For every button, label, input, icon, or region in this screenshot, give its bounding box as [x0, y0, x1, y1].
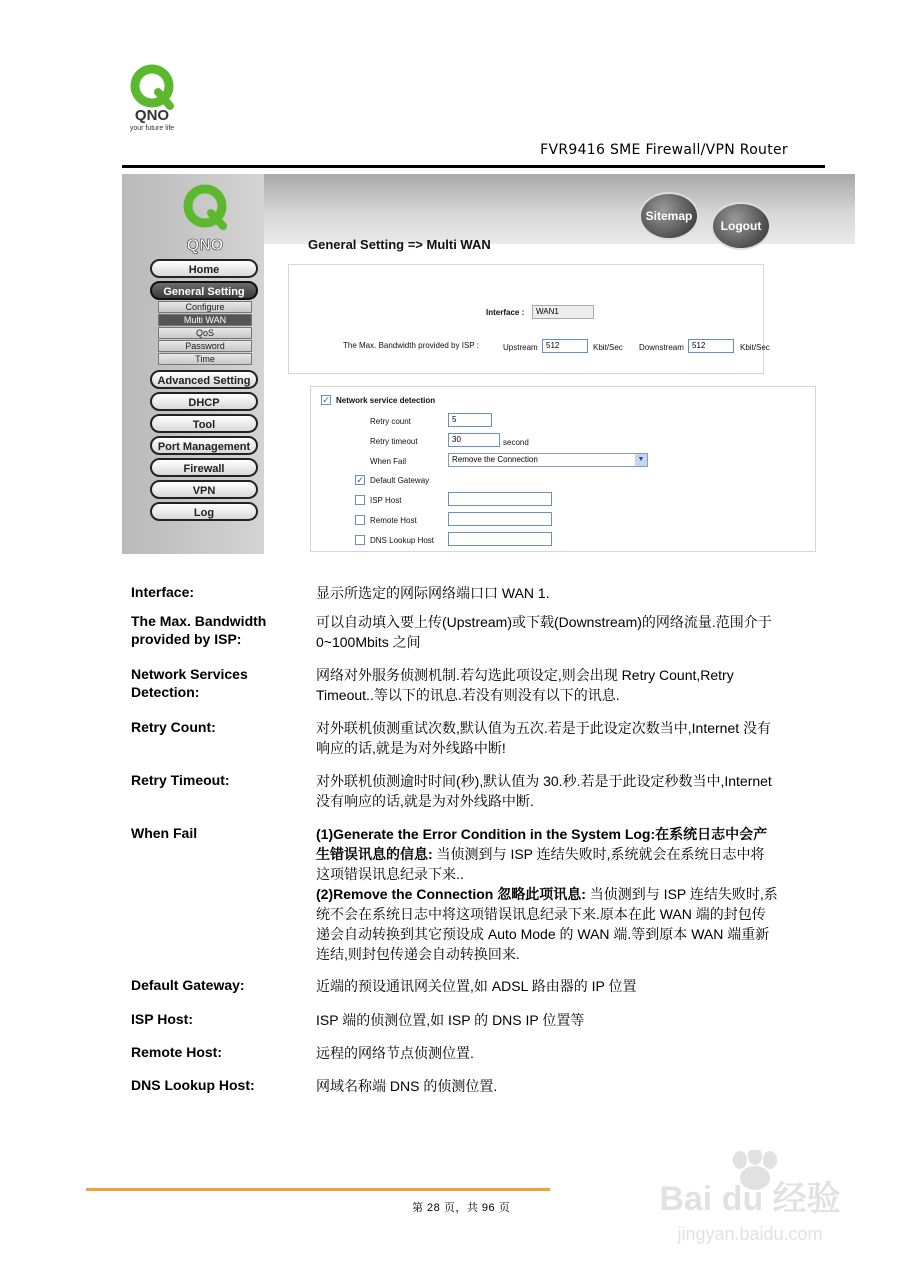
subnav-multi-wan[interactable]: Multi WAN — [158, 314, 252, 326]
term-bandwidth: The Max. Bandwidth provided by ISP: — [131, 613, 267, 647]
term-retry-count: Retry Count: — [131, 719, 216, 735]
upstream-unit: Kbit/Sec — [593, 343, 623, 352]
subnav-qos[interactable]: QoS — [158, 327, 252, 339]
nav-advanced-setting[interactable]: Advanced Setting — [150, 370, 258, 389]
default-gateway-label: Default Gateway — [370, 476, 430, 485]
isp-host-checkbox[interactable] — [355, 495, 365, 505]
term-retry-timeout: Retry Timeout: — [131, 772, 230, 788]
nav-log[interactable]: Log — [150, 502, 258, 521]
when-fail-option-1-title: (1)Generate the Error Condition in the System Log:在系统日志中会产生错误讯息的信息: — [316, 826, 768, 862]
term-default-gateway: Default Gateway: — [131, 977, 245, 993]
nav-home[interactable]: Home — [150, 259, 258, 278]
nsd-label: Network service detection — [336, 396, 436, 405]
upstream-input[interactable]: 512 — [542, 339, 588, 353]
page-number: 第 28 页，共 96 页 — [412, 1202, 511, 1214]
subnav-time[interactable]: Time — [158, 353, 252, 365]
when-fail-value: Remove the Connection — [452, 455, 538, 464]
isp-host-input[interactable] — [448, 492, 552, 506]
term-when-fail: When Fail — [131, 825, 198, 841]
interface-field: WAN1 — [532, 305, 594, 319]
nav-general-setting[interactable]: General Setting — [150, 281, 258, 300]
subnav-password[interactable]: Password — [158, 340, 252, 352]
nav-firewall[interactable]: Firewall — [150, 458, 258, 477]
downstream-unit: Kbit/Sec — [740, 343, 770, 352]
baidu-watermark — [640, 1150, 860, 1250]
upstream-label: Upstream — [503, 343, 538, 352]
sitemap-button[interactable]: Sitemap — [639, 192, 699, 240]
detection-box — [310, 386, 816, 552]
desc-dns-lookup-host: 网域名称端 DNS 的侦测位置. — [316, 1078, 498, 1094]
logo-word: QNO — [134, 107, 170, 124]
router-ui-screenshot — [122, 174, 855, 554]
watermark-url: jingyan.baidu.com — [677, 1224, 823, 1244]
desc-retry-timeout: 对外联机侦测逾时时间(秒),默认值为 30.秒.若是于此设定秒数当中,Internet 没有响应的话,就是为对外线路中断. — [316, 773, 772, 809]
desc-when-fail — [316, 824, 778, 964]
term-network-services-detection: Network Services Detection: — [131, 666, 248, 700]
remote-host-input[interactable] — [448, 512, 552, 526]
downstream-input[interactable]: 512 — [688, 339, 734, 353]
footer-rule — [86, 1188, 550, 1191]
chevron-down-icon[interactable]: ▼ — [635, 454, 647, 466]
nav-port-management[interactable]: Port Management — [150, 436, 258, 455]
desc-default-gateway: 近端的预设通讯网关位置,如 ADSL 路由器的 IP 位置 — [316, 978, 637, 994]
retry-count-label: Retry count — [370, 417, 411, 426]
nav-dhcp[interactable]: DHCP — [150, 392, 258, 411]
default-gateway-checkbox[interactable]: ✓ — [356, 475, 364, 485]
when-fail-label: When Fail — [370, 457, 407, 466]
when-fail-option-2-text: 当侦测到与 ISP 连结失败时,系统不会在系统日志中将这项错误讯息纪录下来.原本在此 WAN 端的封包传递会自动转换到其它预设成 Auto Mode 的 WAN 端.等到原本 WAN 端重新连结,则封包传递会自动转换回来. — [316, 886, 778, 962]
dns-lookup-host-label: DNS Lookup Host — [370, 536, 435, 545]
router-page-title: General Setting => Multi WAN — [308, 237, 491, 252]
retry-timeout-label: Retry timeout — [370, 437, 418, 446]
watermark-brand: Bai du 经验 — [659, 1180, 841, 1218]
desc-interface: 显示所选定的网际网络端口口 WAN 1. — [316, 585, 550, 601]
term-remote-host: Remote Host: — [131, 1044, 223, 1060]
desc-remote-host: 远程的网络节点侦测位置. — [316, 1045, 474, 1061]
term-interface: Interface: — [131, 584, 195, 600]
desc-isp-host: ISP 端的侦测位置,如 ISP 的 DNS IP 位置等 — [316, 1012, 585, 1028]
term-dns-lookup-host: DNS Lookup Host: — [131, 1077, 255, 1093]
router-qno-logo — [170, 180, 240, 256]
retry-timeout-unit: second — [503, 438, 529, 447]
retry-timeout-input[interactable]: 30 — [448, 433, 500, 447]
when-fail-option-1-text: 当侦测到与 ISP 连结失败时,系统就会在系统日志中将这项错误讯息纪录下来.. — [316, 846, 765, 882]
logout-button[interactable]: Logout — [711, 202, 771, 250]
nav-tool[interactable]: Tool — [150, 414, 258, 433]
qno-logo — [116, 62, 188, 132]
header-rule — [122, 165, 825, 168]
dns-lookup-host-checkbox[interactable] — [355, 535, 365, 545]
when-fail-select[interactable] — [448, 453, 648, 467]
product-name: FVR9416 SME Firewall/VPN Router — [540, 142, 788, 158]
logo-tagline: your future life — [129, 125, 175, 132]
wan-settings-box — [288, 264, 764, 374]
nav-vpn[interactable]: VPN — [150, 480, 258, 499]
isp-host-label: ISP Host — [370, 496, 402, 505]
interface-label: Interface : — [486, 308, 525, 317]
downstream-label: Downstream — [639, 343, 684, 352]
nsd-checkbox[interactable]: ✓ — [322, 395, 330, 405]
term-isp-host: ISP Host: — [131, 1011, 193, 1027]
retry-count-input[interactable]: 5 — [448, 413, 492, 427]
remote-host-label: Remote Host — [370, 516, 417, 525]
desc-retry-count: 对外联机侦测重试次数,默认值为五次.若是于此设定次数当中,Internet 没有响应的话,就是为对外线路中断! — [316, 720, 772, 756]
bandwidth-label: The Max. Bandwidth provided by ISP : — [343, 341, 479, 350]
remote-host-checkbox[interactable] — [355, 515, 365, 525]
subnav-configure[interactable]: Configure — [158, 301, 252, 313]
when-fail-option-2-title: (2)Remove the Connection 忽略此项讯息: — [316, 886, 586, 902]
dns-lookup-host-input[interactable] — [448, 532, 552, 546]
router-logo-word: QNO — [186, 237, 224, 254]
desc-network-services-detection: 网络对外服务侦测机制.若勾选此项设定,则会出现 Retry Count,Retry Timeout..等以下的讯息.若没有则没有以下的讯息. — [316, 667, 734, 703]
desc-bandwidth: 可以自动填入要上传(Upstream)或下载(Downstream)的网络流量.范围介于 0~100Mbits 之间 — [316, 614, 772, 650]
